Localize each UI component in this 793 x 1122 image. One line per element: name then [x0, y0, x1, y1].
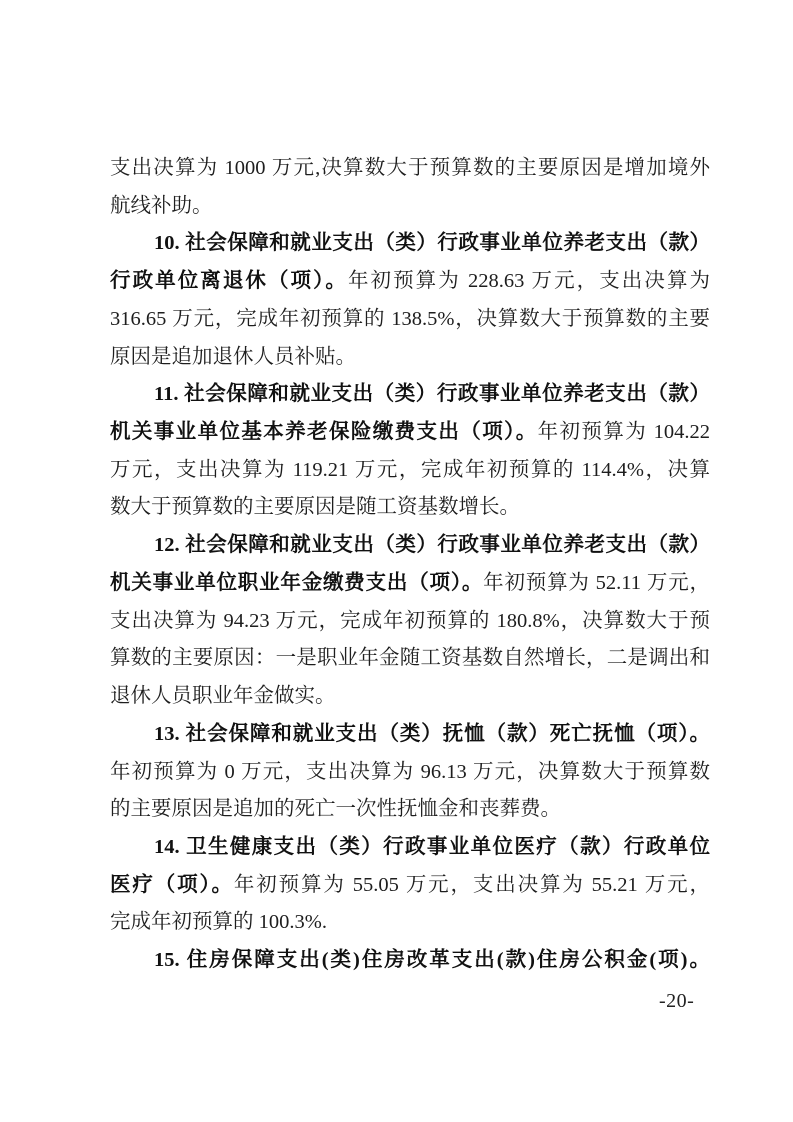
text-line [110, 150, 710, 188]
text-line [110, 565, 710, 603]
body-segment: 算数的主要原因：一是职业年金随工资基数自然增长，二是调出和 [110, 647, 710, 670]
body-segment: 年初预算为 55.05 万元，支出决算为 55.21 万元， [233, 873, 711, 896]
body-segment: 支出决算为 1000 万元,决算数大于预算数的主要原因是增加境外 [110, 157, 710, 179]
heading-segment: 14. 卫生健康支出（类）行政事业单位医疗（款）行政单位 [154, 835, 710, 858]
text-line [110, 791, 710, 829]
text-line [110, 188, 710, 226]
document-body [110, 150, 710, 980]
text-line [110, 452, 710, 490]
page-number: -20- [659, 990, 695, 1012]
text-line [110, 263, 710, 301]
text-line [110, 527, 710, 565]
heading-segment: 13. 社会保障和就业支出（类）抚恤（款）死亡抚恤（项）。 [154, 722, 710, 745]
text-line [110, 716, 710, 754]
body-segment: 的主要原因是追加的死亡一次性抚恤金和丧葬费。 [110, 798, 561, 821]
heading-segment: 行政单位离退休（项）。 [110, 270, 348, 293]
body-segment: 数大于预算数的主要原因是随工资基数增长。 [110, 496, 520, 519]
text-line [110, 603, 710, 641]
text-line [110, 829, 710, 867]
text-line [110, 867, 710, 905]
text-line [110, 640, 710, 678]
text-line [110, 754, 710, 792]
text-line [110, 339, 710, 377]
body-segment: 万元，支出决算为 119.21 万元，完成年初预算的 114.4%，决算 [110, 458, 710, 481]
heading-segment: 机关事业单位职业年金缴费支出（项）。 [110, 571, 484, 594]
text-line [110, 376, 710, 414]
body-segment: 年初预算为 0 万元，支出决算为 96.13 万元，决算数大于预算数 [110, 760, 710, 783]
text-line [110, 904, 710, 942]
body-segment: 原因是追加退休人员补贴。 [110, 345, 356, 368]
body-segment: 退休人员职业年金做实。 [110, 685, 336, 708]
text-line [110, 225, 710, 263]
text-line [110, 414, 710, 452]
text-line [110, 942, 710, 980]
heading-segment: 机关事业单位基本养老保险缴费支出（项）。 [110, 421, 538, 444]
body-segment: 年初预算为 52.11 万元， [483, 571, 710, 594]
heading-segment: 11. 社会保障和就业支出（类）行政事业单位养老支出（款） [154, 383, 710, 406]
body-segment: 年初预算为 228.63 万元，支出决算为 [347, 270, 711, 293]
text-line [110, 678, 710, 716]
heading-segment: 医疗（项）。 [110, 873, 234, 896]
heading-segment: 10. 社会保障和就业支出（类）行政事业单位养老支出（款） [154, 232, 710, 255]
body-segment: 316.65 万元，完成年初预算的 138.5%，决算数大于预算数的主要 [110, 307, 710, 330]
text-line [110, 301, 710, 339]
heading-segment: 12. 社会保障和就业支出（类）行政事业单位养老支出（款） [154, 534, 710, 557]
text-line [110, 489, 710, 527]
heading-segment: 15. 住房保障支出(类)住房改革支出(款)住房公积金(项)。 [154, 949, 710, 972]
body-segment: 年初预算为 104.22 [537, 421, 711, 444]
body-segment: 航线补助。 [110, 194, 213, 217]
body-segment: 完成年初预算的 100.3%. [110, 911, 327, 934]
body-segment: 支出决算为 94.23 万元，完成年初预算的 180.8%，决算数大于预 [110, 609, 710, 632]
